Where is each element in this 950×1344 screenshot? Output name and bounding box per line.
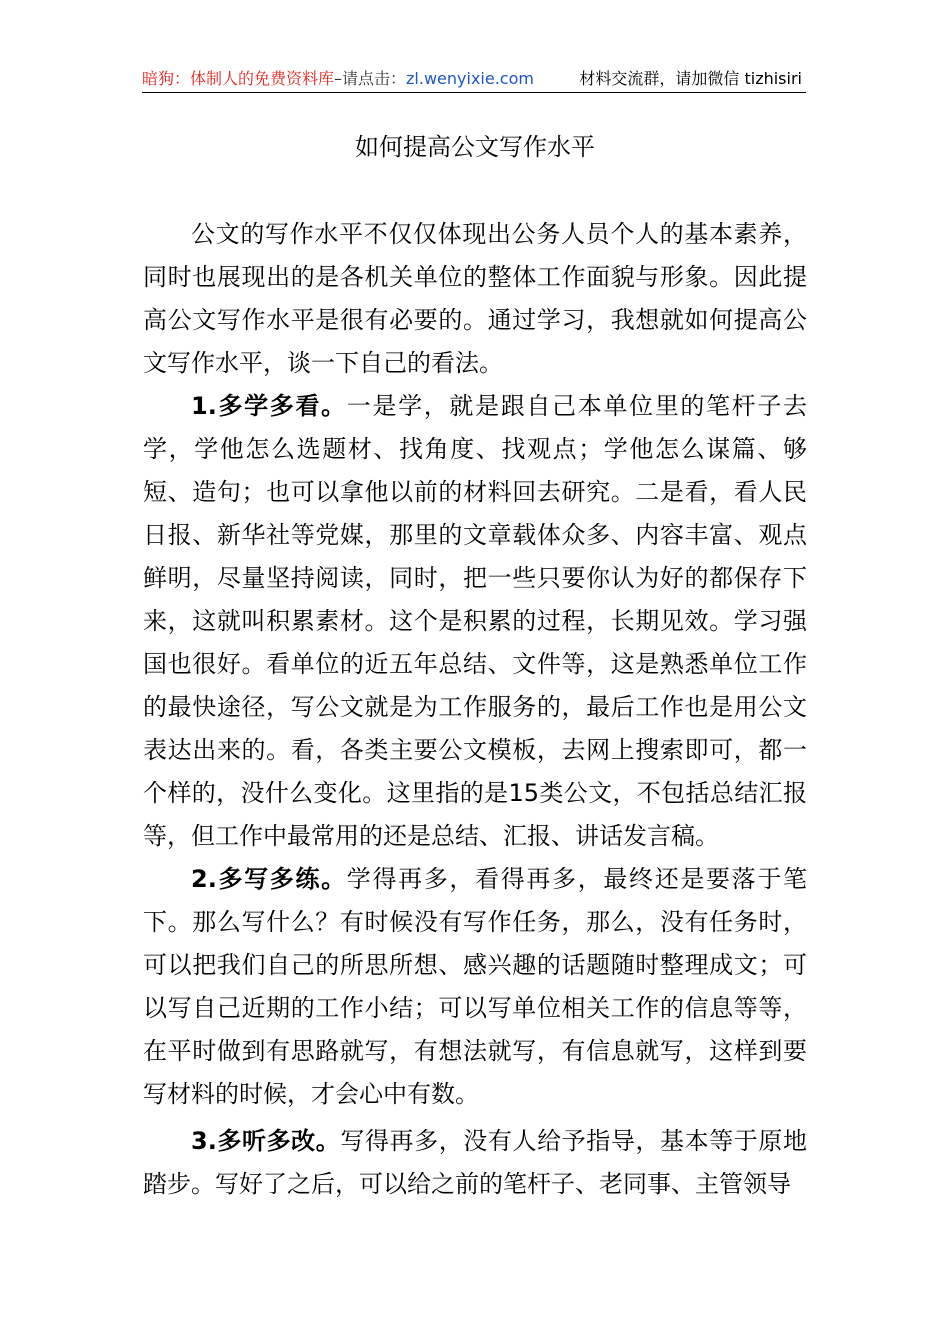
document-body (143, 213, 807, 1206)
section-heading: 3.多听多改。 (191, 1127, 341, 1155)
section-body: 一是学，就是跟自己本单位里的笔杆子去学，学他怎么选题材、找角度、找观点；学他怎么谋篇、够短、造句；也可以拿他以前的材料回去研究。二是看，看人民日报、新华社等党媒，那里的文章载体众多、内容丰富、观点鲜明，尽量坚持阅读，同时，把一些只要你认为好的都保存下来，这就叫积累素材。这个是积累的过程，长期见效。学习强国也很好。看单位的近五年总结、文件等，这是熟悉单位工作的最快途径，写公文就是为工作服务的，最后工作也是用公文表达出来的。看，各类主要公文模板，去网上搜索即可，都一个样的，没什么变化。这里指的是15类公文，不包括总结汇报等，但工作中最常用的还是总结、汇报、讲话发言稿。 (143, 392, 807, 850)
header-url-link[interactable]: zl.wenyixie.com (406, 69, 534, 88)
header-group-info: 材料交流群，请加微信 tizhisiri (579, 69, 802, 88)
intro-paragraph: 公文的写作水平不仅仅体现出公务人员个人的基本素养，同时也展现出的是各机关单位的整体工作面貌与形象。因此提高公文写作水平是很有必要的。通过学习，我想就如何提高公文写作水平，谈一下自己的看法。 (143, 220, 807, 377)
document-title: 如何提高公文写作水平 (355, 133, 595, 161)
section-body: 写得再多，没有人给予指导，基本等于原地踏步。写好了之后，可以给之前的笔杆子、老同事、主管领导 (143, 1127, 807, 1198)
section-paragraph (143, 385, 807, 858)
page-header (142, 68, 806, 93)
section-paragraph (143, 1120, 807, 1206)
section-body: 学得再多，看得再多，最终还是要落于笔下。那么写什么？有时候没有写作任务，那么，没有任务时，可以把我们自己的所思所想、感兴趣的话题随时整理成文；可以写自己近期的工作小结；可以写单位相关工作的信息等等，在平时做到有思路就写，有想法就写，有信息就写，这样到要写材料的时候，才会心中有数。 (143, 865, 807, 1108)
section-heading: 2.多写多练。 (191, 865, 347, 893)
section-paragraph (143, 858, 807, 1116)
header-click-prompt: –请点击： (334, 69, 407, 88)
header-brand: 暗狗：体制人的免费资料库 (142, 69, 335, 88)
section-heading: 1.多学多看。 (191, 392, 347, 420)
